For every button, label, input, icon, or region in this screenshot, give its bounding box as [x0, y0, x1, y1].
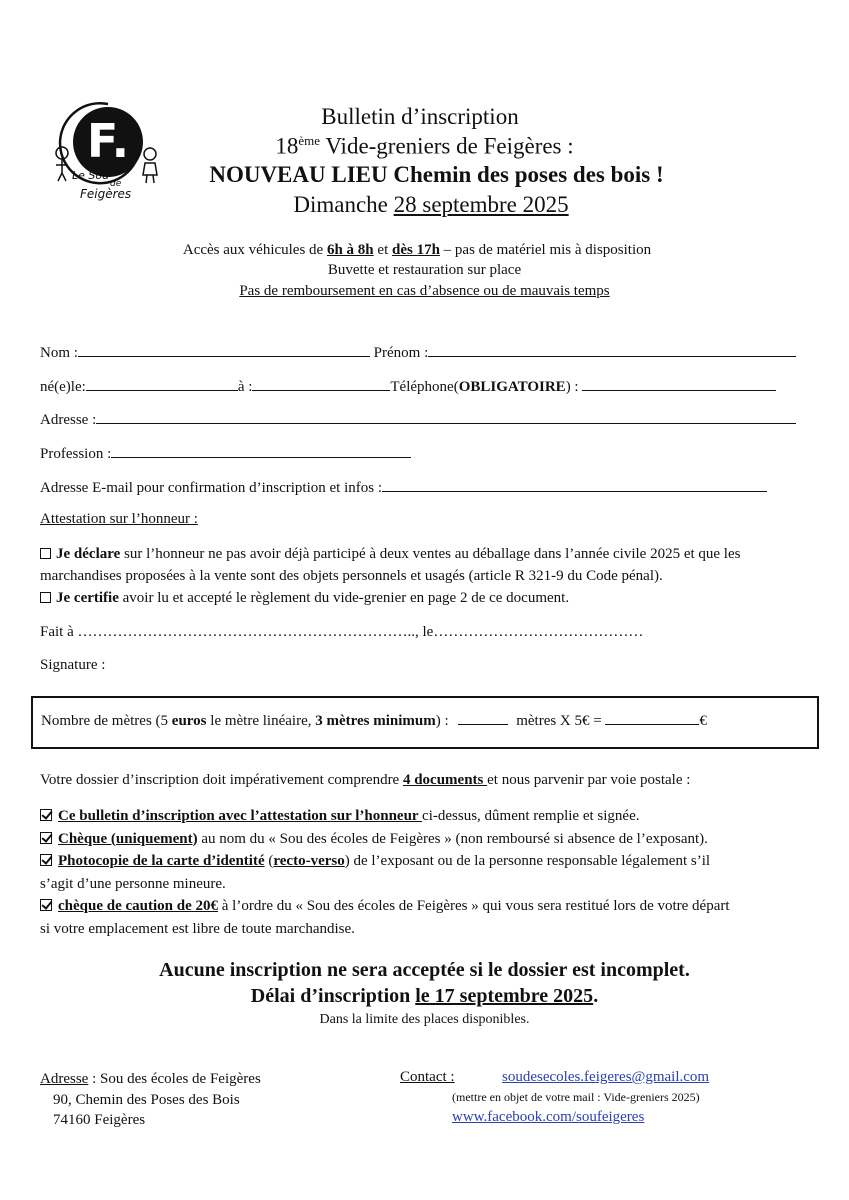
- address-field[interactable]: [96, 409, 796, 424]
- buvette-info: Buvette et restauration sur place: [327, 262, 522, 278]
- doc-item-2: Chèque (uniquement) au nom du « Sou des écoles de Feigères » (non remboursé si absence de l’exposant).: [40, 828, 830, 851]
- email-field[interactable]: [382, 477, 767, 492]
- doc-item-4-cont: si votre emplacement est libre de toute marchandise.: [40, 920, 355, 937]
- doc-item-3: Photocopie de la carte d’identité (recto-verso) de l’exposant ou de la personne responsable légalement s’il: [40, 850, 830, 873]
- doc-item-1: Ce bulletin d’inscription avec l’attestation sur l’honneur ci-dessus, dûment remplie et signée.: [40, 805, 830, 828]
- deadline-line: Délai d’inscription le 17 septembre 2025.: [250, 985, 599, 1007]
- logo-text-1: Le Sou: [72, 169, 110, 182]
- footer-contact-label: Contact :: [400, 1069, 455, 1085]
- event-date: 28 septembre 2025: [393, 192, 569, 217]
- certifie-text: avoir lu et accepté le règlement du vide-grenier en page 2 de ce document.: [118, 590, 570, 606]
- row-name: [40, 342, 796, 362]
- logo-text-3: Feigères: [80, 187, 132, 201]
- doc-1-check-icon: [40, 809, 52, 821]
- email-label: Adresse E-mail pour confirmation d’inscription et infos :: [40, 480, 383, 496]
- edition-sup: ème: [298, 133, 320, 148]
- birthdate-label: né(e)le:: [40, 379, 86, 395]
- contact-email-link[interactable]: soudesecoles.feigeres@gmail.com: [502, 1069, 710, 1085]
- meters-unit: mètres X 5€ =: [516, 713, 602, 729]
- nom-label: Nom :: [40, 345, 78, 361]
- access-info: Accès aux véhicules de 6h à 8h et dès 17h – pas de matériel mis à disposition: [182, 242, 652, 258]
- row-email: [40, 477, 767, 497]
- prenom-label: Prénom :: [373, 345, 429, 361]
- footer-address: Adresse : Sou des écoles de Feigères 90, Chemin des Poses des Bois 74160 Feigères: [40, 1071, 261, 1128]
- doc-item-3-cont: s’agit d’une personne mineure.: [40, 875, 226, 892]
- edition-line: [0, 133, 849, 160]
- row-birth: [40, 376, 776, 396]
- places-note: Dans la limite des places disponibles.: [319, 1012, 530, 1027]
- birthdate-field[interactable]: [86, 376, 238, 391]
- declare-checkbox[interactable]: [40, 548, 51, 559]
- euro-sign: €: [699, 713, 707, 729]
- doc-3-check-icon: [40, 854, 52, 866]
- signature-label: Signature :: [40, 657, 106, 673]
- meters-box: [31, 696, 819, 749]
- footer-address-label: Adresse: [40, 1071, 89, 1087]
- doc-2-check-icon: [40, 832, 52, 844]
- birthplace-field[interactable]: [252, 376, 390, 391]
- address-label: Adresse :: [40, 412, 97, 428]
- access-morning: 6h à 8h: [326, 242, 374, 258]
- edition-number: 18: [275, 133, 299, 159]
- row-address: [40, 409, 796, 429]
- nom-field[interactable]: [78, 342, 370, 357]
- profession-label: Profession :: [40, 446, 112, 462]
- warning-incomplete: Aucune inscription ne sera acceptée si le dossier est incomplet.: [159, 959, 690, 981]
- email-subject-note: (mettre en objet de votre mail : Vide-greniers 2025): [452, 1090, 700, 1104]
- access-evening: dès 17h: [391, 242, 440, 258]
- new-place-line: NOUVEAU LIEU Chemin des poses des bois !: [209, 162, 664, 187]
- profession-field[interactable]: [111, 443, 411, 458]
- certifie-checkbox[interactable]: [40, 592, 51, 603]
- declare-block: [40, 543, 820, 609]
- docs-list: [40, 805, 830, 940]
- doc-item-4: chèque de caution de 20€ à l’ordre du « Sou des écoles de Feigères » qui vous sera restitué lors de votre départ: [40, 895, 830, 918]
- phone-label: Téléphone(OBLIGATOIRE) :: [390, 379, 579, 395]
- meters-text: Nombre de mètres (5 euros le mètre linéaire, 3 mètres minimum) : mètres X 5€ = €: [41, 710, 707, 730]
- prenom-field[interactable]: [428, 342, 796, 357]
- logo-letter: F.: [86, 114, 130, 168]
- docs-intro: Votre dossier d’inscription doit impérativement comprendre 4 documents et nous parvenir par voie postale :: [40, 772, 691, 788]
- form-title: Bulletin d’inscription: [321, 104, 519, 129]
- logo-text-2: de: [110, 179, 122, 189]
- declare-text: sur l’honneur ne pas avoir déjà participé à deux ventes au déballage dans l’année civile 2025 et que les: [120, 546, 741, 562]
- fait-a-line[interactable]: Fait à ………………………………………………………….., le……………………………………: [40, 624, 644, 640]
- facebook-link[interactable]: www.facebook.com/soufeigeres: [452, 1109, 645, 1125]
- doc-4-check-icon: [40, 899, 52, 911]
- phone-field[interactable]: [582, 376, 776, 391]
- declare-text-2: marchandises proposées à la vente sont des objets personnels et usagés (article R 321-9 du Code pénal).: [40, 568, 663, 584]
- edition-text: Vide-greniers de Feigères :: [319, 133, 574, 159]
- docs-count: 4 documents: [402, 772, 488, 788]
- total-field[interactable]: [605, 710, 699, 725]
- date-prefix: Dimanche: [293, 192, 394, 217]
- deadline-date: le 17 septembre 2025: [415, 985, 594, 1007]
- declare-bold: Je déclare: [56, 546, 121, 562]
- meters-field[interactable]: [458, 710, 508, 725]
- date-line: [0, 192, 849, 218]
- birthplace-label: à :: [237, 379, 253, 395]
- row-profession: [40, 443, 411, 463]
- attestation-title: Attestation sur l’honneur :: [40, 511, 198, 527]
- refund-info: Pas de remboursement en cas d’absence ou de mauvais temps: [239, 283, 610, 299]
- certifie-bold: Je certifie: [56, 590, 119, 606]
